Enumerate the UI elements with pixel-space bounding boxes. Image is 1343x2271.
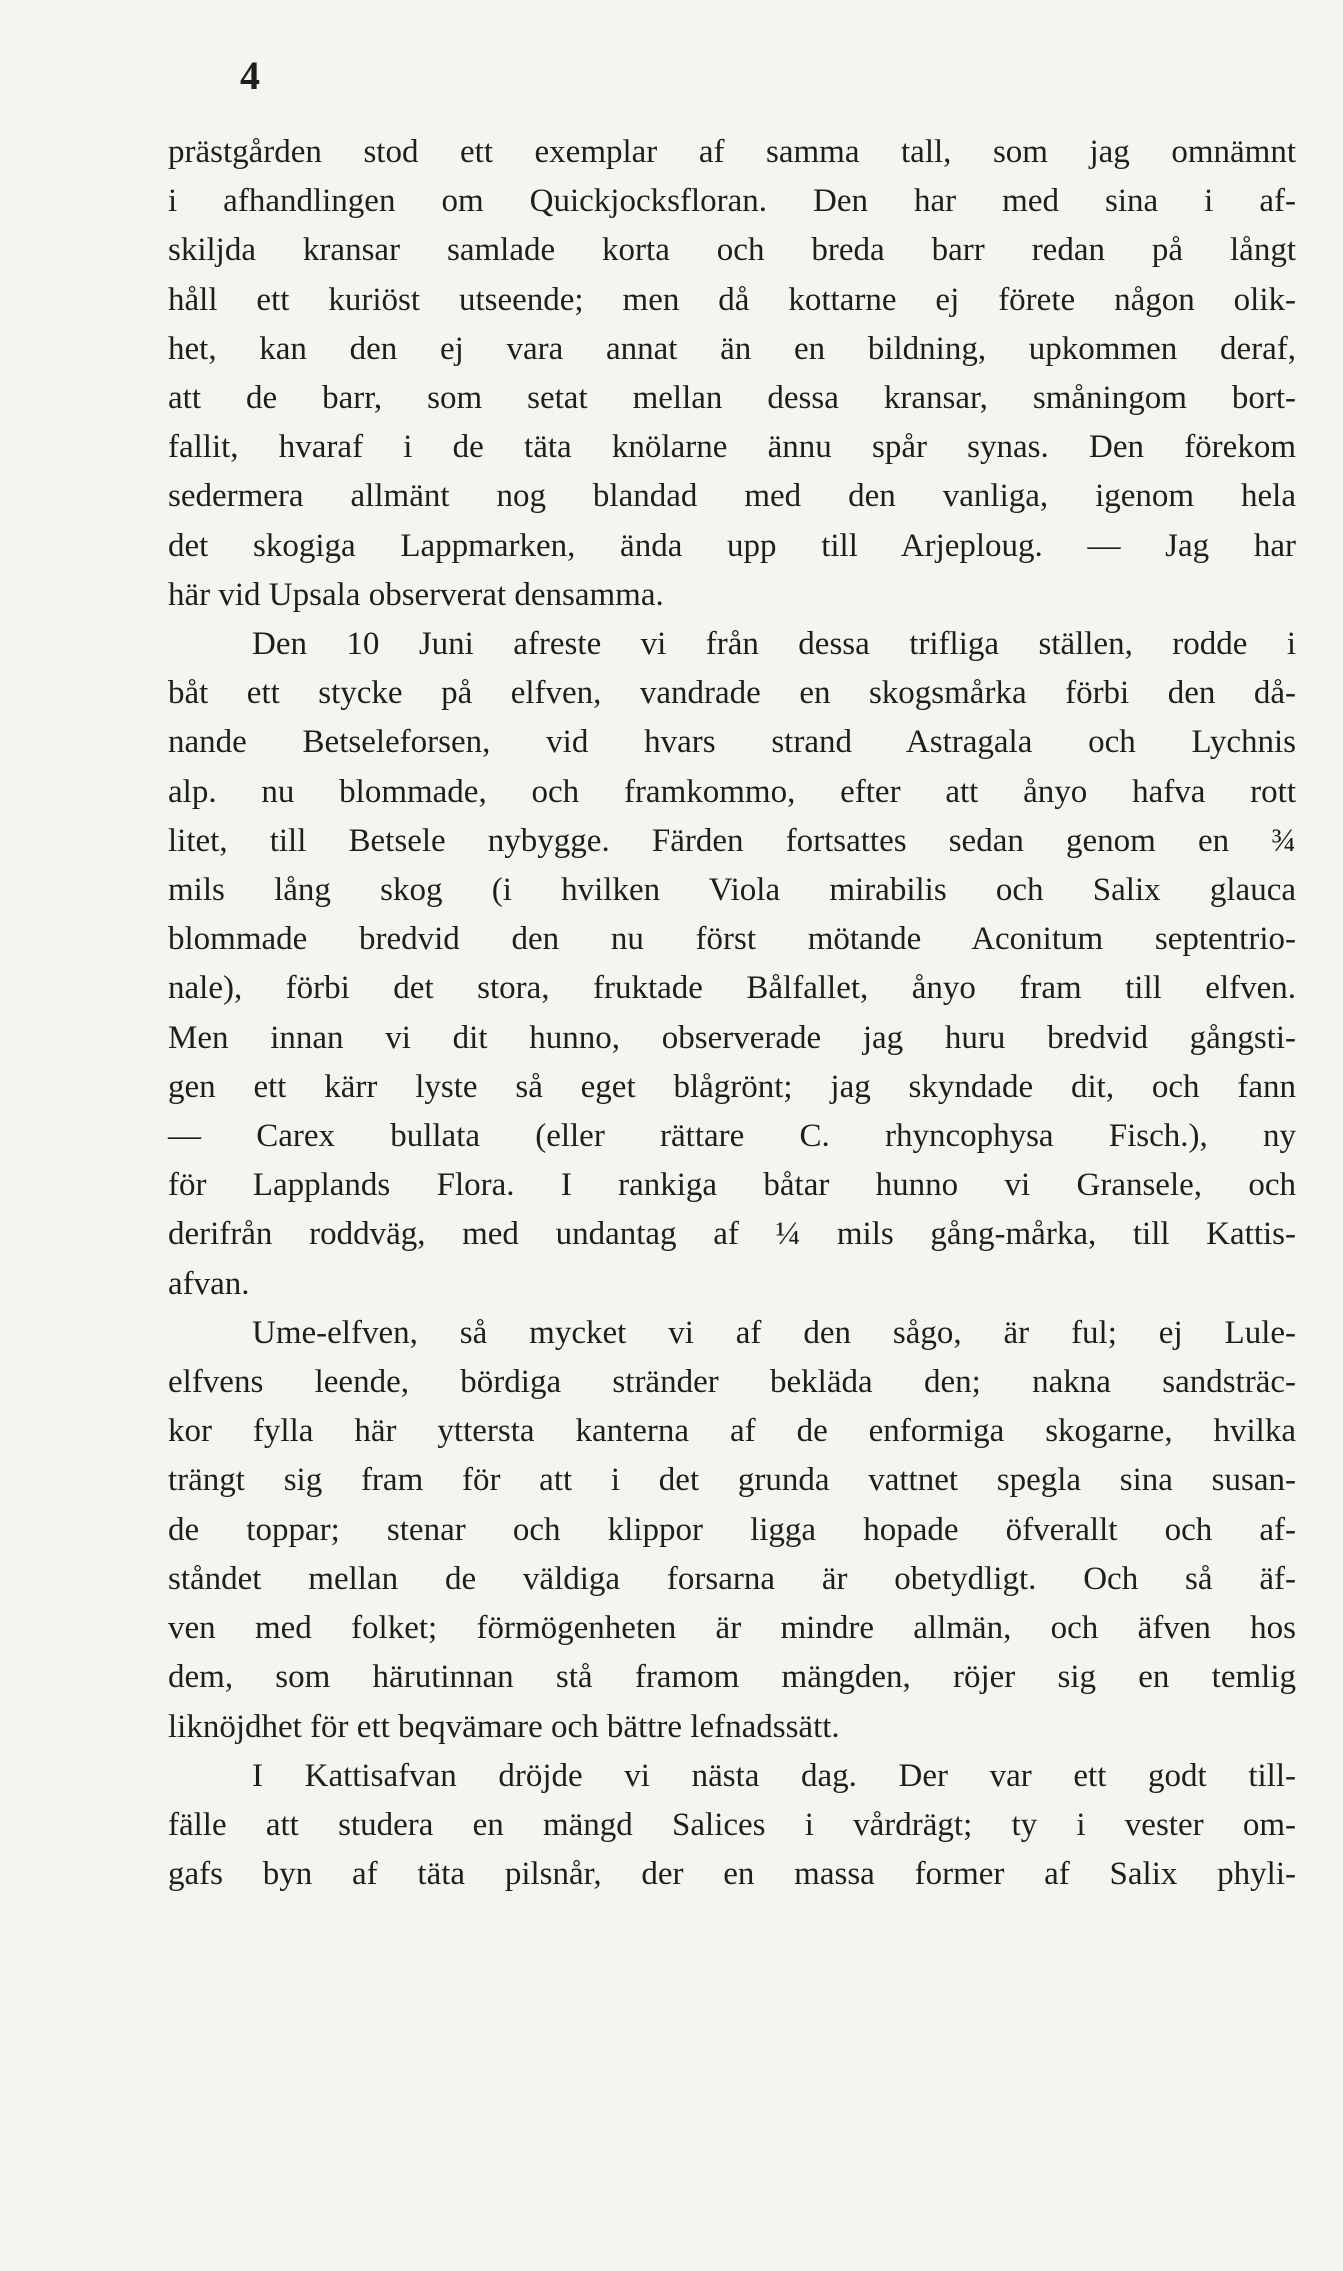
text-line: det skogiga Lappmarken, ända upp till Arjeploug. — Jag har [168,527,1296,564]
text-line: gen ett kärr lyste så eget blågrönt; jag skyndade dit, och fann [168,1068,1296,1105]
text-line: mils lång skog (i hvilken Viola mirabilis och Salix glauca [168,872,1296,909]
text-line: I Kattisafvan dröjde vi nästa dag. Der var ett godt till- [252,1757,1296,1794]
text-line: Men innan vi dit hunno, observerade jag huru bredvid gångsti- [168,1019,1296,1056]
text-line: fälle att studera en mängd Salices i vårdrägt; ty i vester om- [168,1806,1296,1843]
text-line: nande Betseleforsen, vid hvars strand Astragala och Lychnis [168,724,1296,761]
text-line: här vid Upsala observerat densamma. [168,576,664,613]
text-line: i afhandlingen om Quickjocksfloran. Den har med sina i af- [168,183,1296,220]
body-text [168,128,1296,1899]
paragraph [168,128,1296,620]
text-line: elfvens leende, bördiga stränder bekläda den; nakna sandsträc- [168,1364,1296,1401]
text-line: — Carex bullata (eller rättare C. rhyncophysa Fisch.), ny [168,1118,1296,1155]
text-line: sedermera allmänt nog blandad med den vanliga, igenom hela [168,478,1296,515]
text-line: prästgården stod ett exemplar af samma tall, som jag omnämnt [168,134,1296,170]
text-line: kor fylla här yttersta kanterna af de enformiga skogarne, hvilka [168,1413,1296,1450]
paragraph [168,620,1296,1309]
text-line: gafs byn af täta pilsnår, der en massa former af Salix phyli- [168,1856,1296,1893]
text-line: litet, till Betsele nybygge. Färden fortsattes sedan genom en ¾ [168,822,1296,859]
text-line: fallit, hvaraf i de täta knölarne ännu spår synas. Den förekom [168,429,1296,466]
text-line: alp. nu blommade, och framkommo, efter att ånyo hafva rott [168,773,1296,810]
text-line: afvan. [168,1265,250,1302]
text-line: het, kan den ej vara annat än en bildning, upkommen deraf, [168,330,1296,367]
text-line: ståndet mellan de väldiga forsarna är obetydligt. Och så äf- [168,1560,1296,1597]
paragraph [168,1752,1296,1900]
text-line: blommade bredvid den nu först mötande Aconitum septentrio- [168,921,1296,958]
text-line: ven med folket; förmögenheten är mindre allmän, och äfven hos [168,1610,1296,1647]
text-line: derifrån roddväg, med undantag af ¼ mils gång-mårka, till Kattis- [168,1216,1296,1253]
text-line: att de barr, som setat mellan dessa kransar, småningom bort- [168,380,1296,417]
text-line: dem, som härutinnan stå framom mängden, röjer sig en temlig [168,1659,1296,1696]
page-number: 4 [240,53,260,98]
text-line: skiljda kransar samlade korta och breda barr redan på långt [168,232,1296,269]
text-line: liknöjdhet för ett beqvämare och bättre lefnadssätt. [168,1708,840,1745]
paragraph [168,1309,1296,1752]
text-line: de toppar; stenar och klippor ligga hopade öfverallt och af- [168,1511,1296,1548]
text-line: Ume-elfven, så mycket vi af den sågo, är ful; ej Lule- [252,1314,1296,1351]
text-line: nale), förbi det stora, fruktade Bålfallet, ånyo fram till elfven. [168,970,1296,1007]
text-line: för Lapplands Flora. I rankiga båtar hunno vi Gransele, och [168,1167,1296,1204]
text-line: håll ett kuriöst utseende; men då kottarne ej förete någon olik- [168,281,1296,318]
text-line: trängt sig fram för att i det grunda vattnet spegla sina susan- [168,1462,1296,1499]
text-line: Den 10 Juni afreste vi från dessa trifliga ställen, rodde i [252,626,1296,663]
text-line: båt ett stycke på elfven, vandrade en skogsmårka förbi den då- [168,675,1296,712]
